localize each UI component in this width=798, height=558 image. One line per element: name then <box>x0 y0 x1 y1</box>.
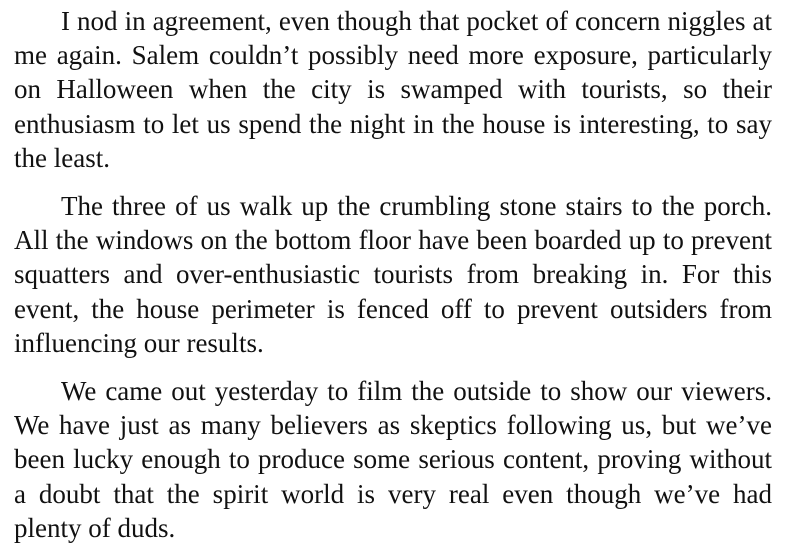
document-page <box>14 4 772 545</box>
paragraph-3: We came out yesterday to film the outside to show our viewers. We have just as many believers as skeptics following us, but we’ve been lucky enough to produce some serious content, proving without a doubt that the spirit world is very real even though we’ve had plenty of duds. <box>14 376 772 543</box>
paragraph-1: I nod in agreement, even though that pocket of concern niggles at me again. Salem couldn’t possibly need more exposure, particularly on Halloween when the city is swamped with tourists, so their enthusiasm to let us spend the night in the house is interesting, to say the least. <box>14 6 772 173</box>
paragraph-2: The three of us walk up the crumbling stone stairs to the porch. All the windows on the bottom floor have been boarded up to prevent squatters and over-enthusiastic tourists from breaking in. For this event, the house perimeter is fenced off to prevent outsiders from influencing our results. <box>14 191 772 358</box>
